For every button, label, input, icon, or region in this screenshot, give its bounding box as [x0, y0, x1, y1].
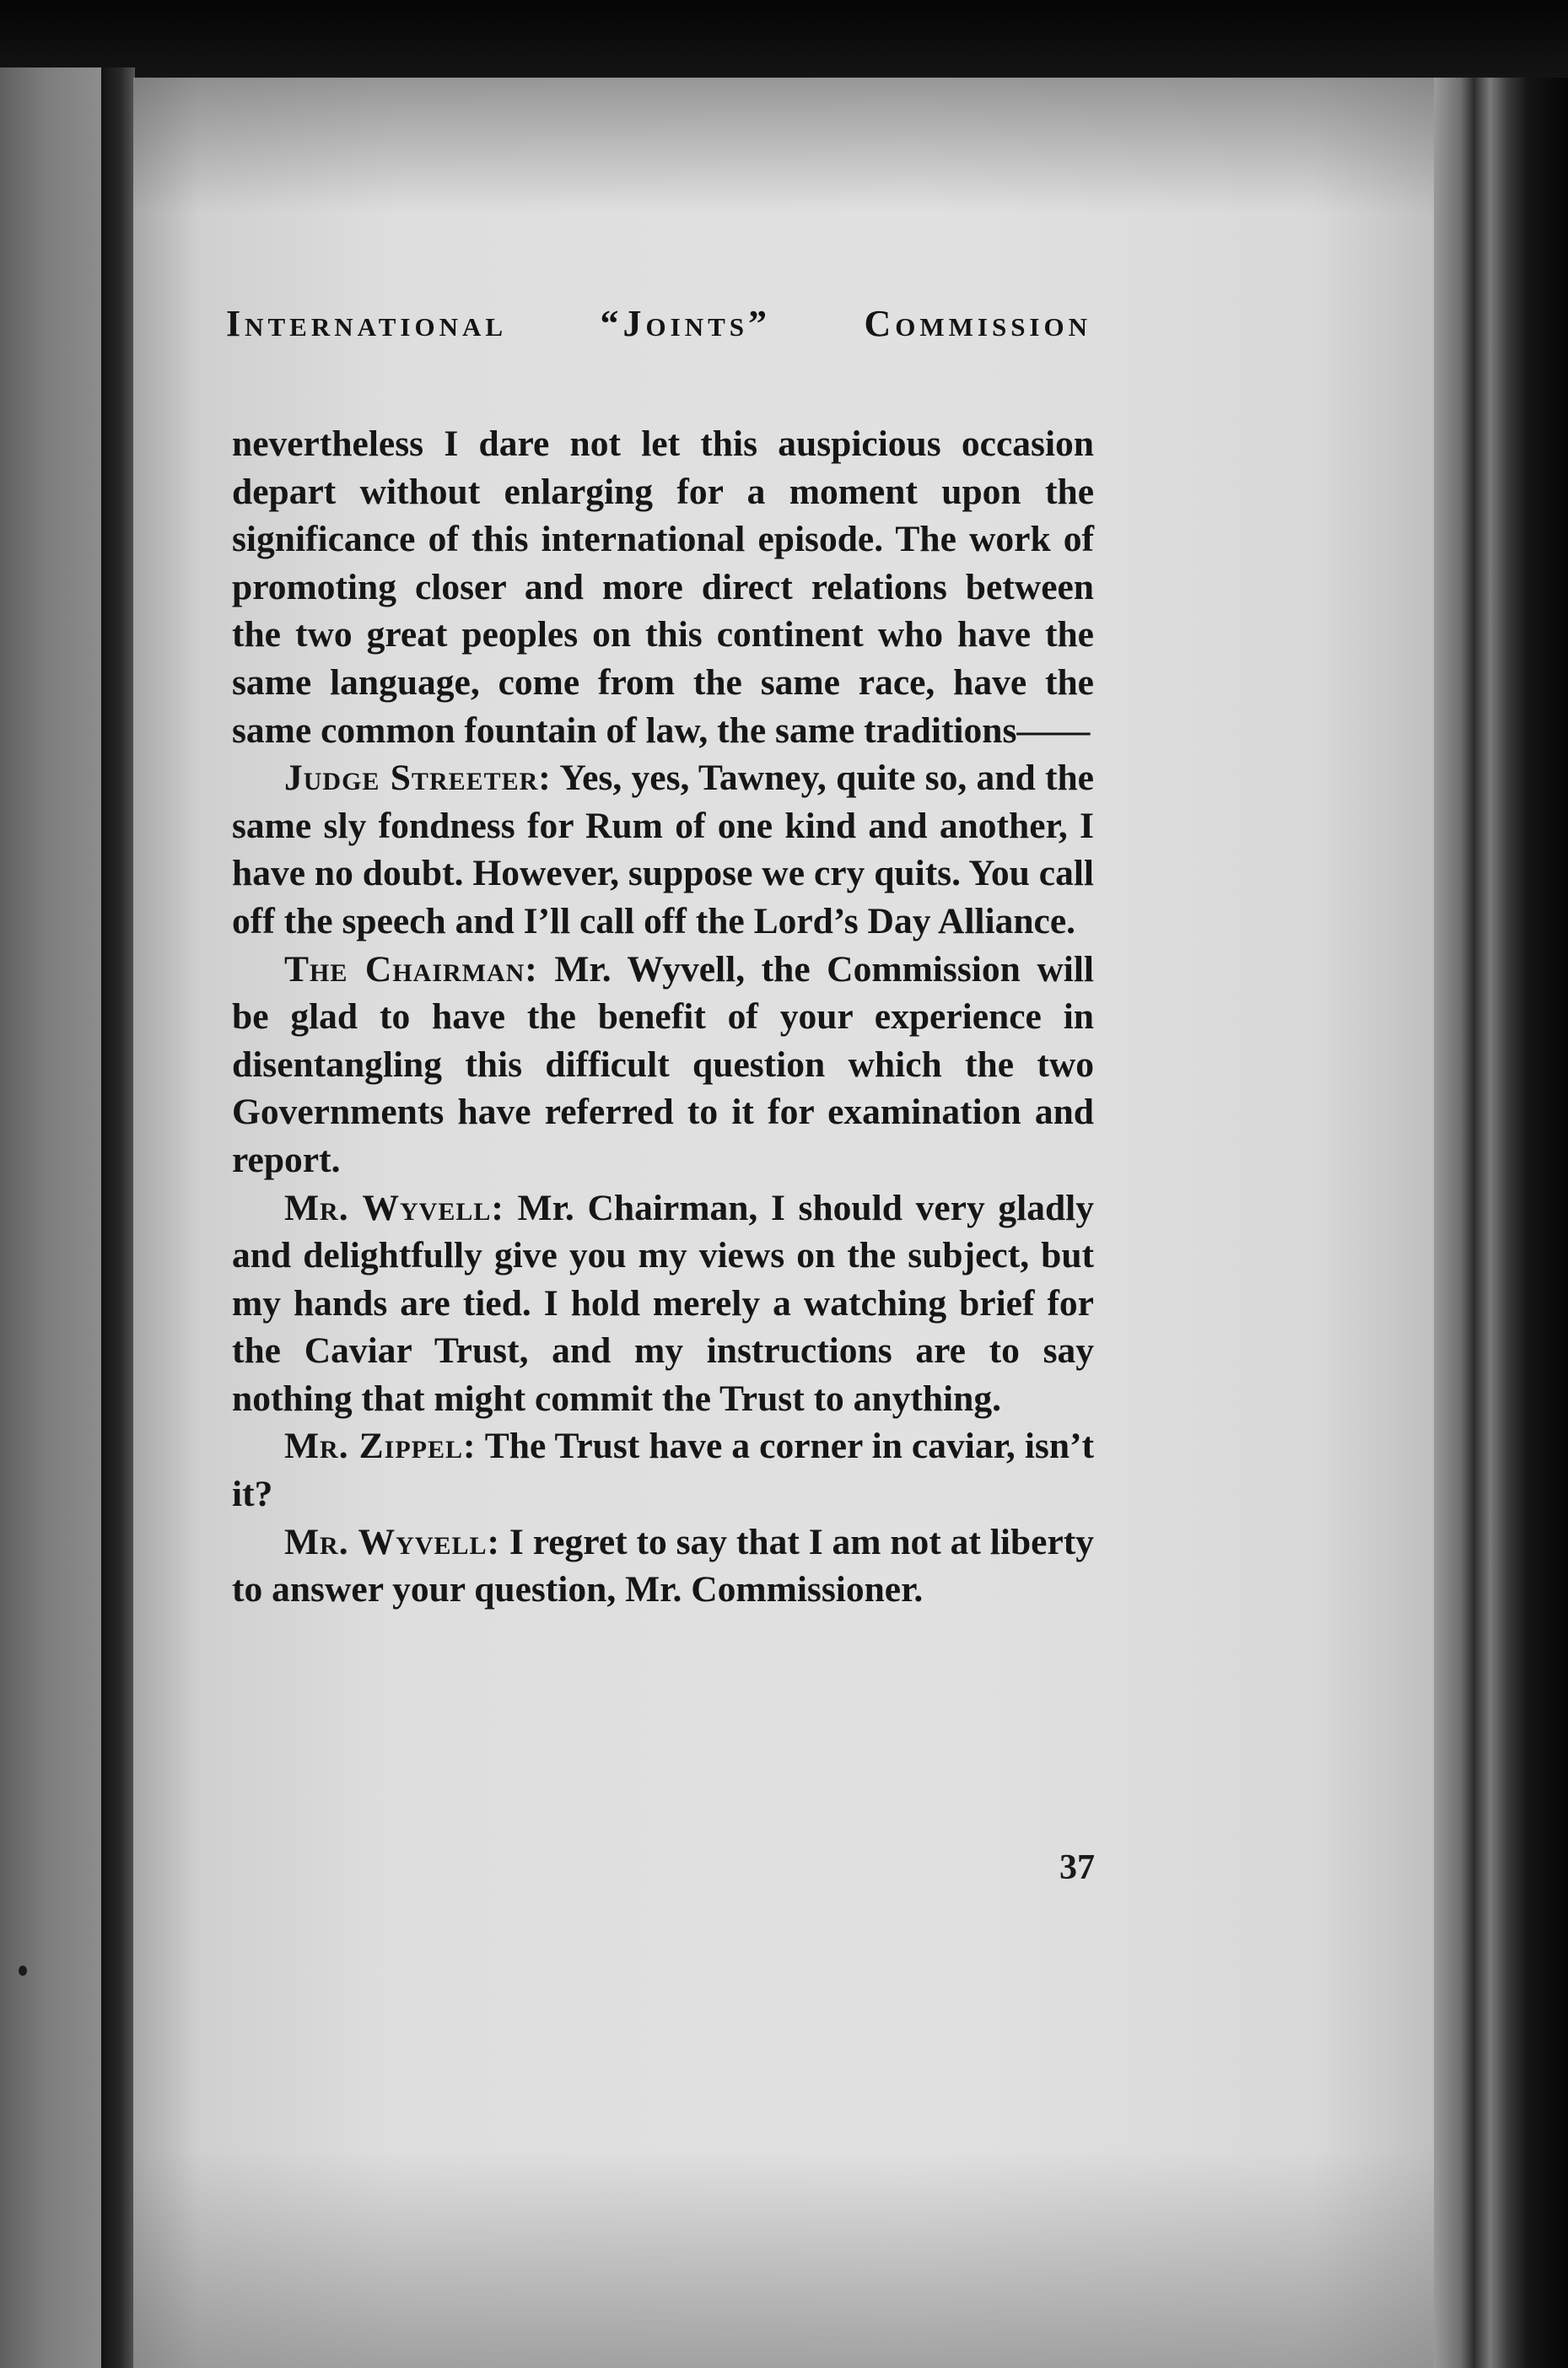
speaker-name: Mr. Wyvell:	[284, 1187, 504, 1228]
page-number: 37	[1059, 1848, 1095, 1887]
running-header: International “Joints” Commission	[226, 303, 1091, 344]
book-gutter-shadow	[101, 67, 135, 2368]
dialogue-paragraph	[232, 1184, 1094, 1423]
speaker-name: Mr. Zippel:	[284, 1426, 477, 1467]
paragraph-text: nevertheless I dare not let this auspicious occasion depart without enlarging for a moment upon the significance of this international episode. The work of promoting closer and more direct relations between the two great peoples on this continent who have the same language, come from the same race, have the same common fountain of law, the same traditions——	[232, 423, 1094, 751]
paragraph-text: The Trust have a corner in caviar, isn’t it?	[232, 1426, 1094, 1515]
scan-top-border	[0, 0, 1568, 80]
ink-speck	[19, 1966, 27, 1976]
speaker-name: Mr. Wyvell:	[284, 1521, 501, 1562]
speaker-name: Judge Streeter:	[284, 758, 552, 799]
speaker-name: The Chairman:	[284, 948, 538, 990]
paragraph-text: I regret to say that I am not at liberty to answer your question, Mr. Commissioner.	[232, 1521, 1094, 1610]
dialogue-paragraph	[232, 946, 1094, 1184]
paragraph-text: Mr. Chairman, I should very gladly and delightfully give you my views on the subject, but my hands are tied. I hold merely a watching brief for the Caviar Trust, and my instructions are to say nothing that might commit the Trust to anything.	[232, 1187, 1094, 1419]
paragraph-text: Mr. Wyvell, the Commission will be glad to have the benefit of your experience in disentangling this difficult question which the two Governments have referred to it for examination and report.	[232, 948, 1094, 1180]
page-body	[232, 420, 1094, 1614]
dialogue-paragraph	[232, 1422, 1094, 1518]
paragraph-text: Yes, yes, Tawney, quite so, and the same sly fondness for Rum of one kind and another, I have no doubt. However, suppose we cry quits. You call off the speech and I’ll call off the Lord’s Day Alliance.	[232, 758, 1094, 941]
dialogue-paragraph	[232, 754, 1094, 945]
previous-page-edge	[0, 67, 101, 2368]
page-stack-edge	[1434, 78, 1568, 2368]
paragraph	[232, 420, 1094, 754]
dialogue-paragraph	[232, 1518, 1094, 1614]
